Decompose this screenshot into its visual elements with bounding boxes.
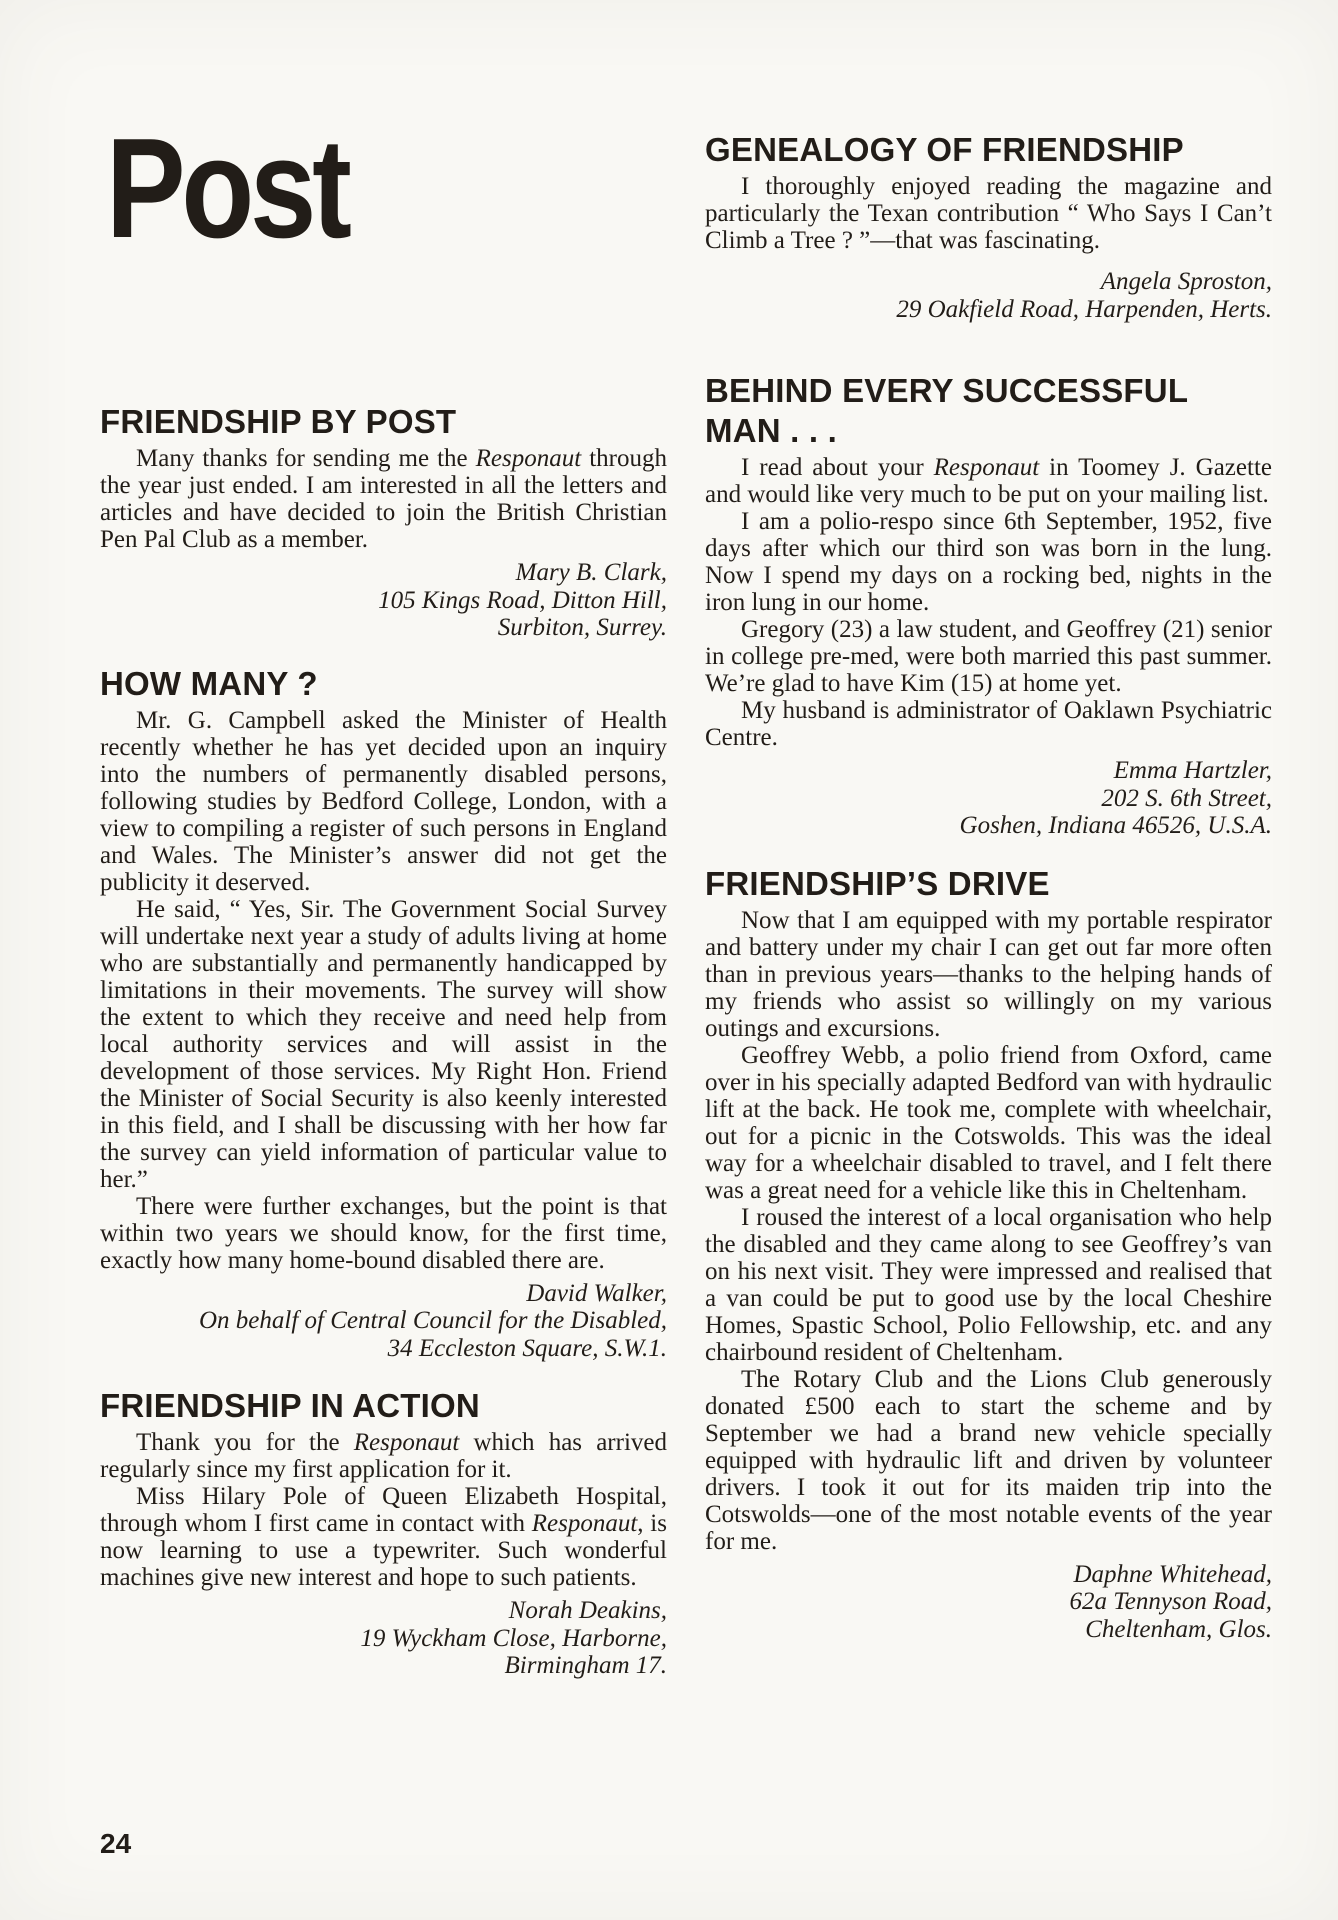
section-heading: FRIENDSHIP BY POST xyxy=(100,403,457,440)
paragraph: Now that I am equipped with my portable respirator and battery under my chair I can get out far more often than in previous years—thanks to the helping hands of my friends who assist so willingly on my various outings and excursions. xyxy=(705,906,1272,1042)
signature-block xyxy=(705,1561,1272,1644)
paragraph: My husband is administrator of Oaklawn Psychiatric Centre. xyxy=(705,697,1272,751)
signature-line: 29 Oakfield Road, Harpenden, Herts. xyxy=(896,295,1272,323)
section-heading: GENEALOGY OF FRIENDSHIP xyxy=(705,131,1184,168)
signature-line: Daphne Whitehead, xyxy=(1073,1560,1272,1588)
paragraph: I read about your Responaut in Toomey J. Gazette and would like very much to be put on your mailing list. xyxy=(705,454,1272,508)
signature-block xyxy=(100,1280,667,1363)
section-heading: FRIENDSHIP’S DRIVE xyxy=(705,864,1050,902)
signature-line: 34 Eccleston Square, S.W.1. xyxy=(387,1334,667,1362)
signature-line: On behalf of Central Council for the Disabled, xyxy=(198,1307,667,1334)
signature-line: 19 Wyckham Close, Harborne, xyxy=(360,1624,667,1652)
signature-line: David Walker, xyxy=(526,1279,667,1307)
signature-line: Emma Hartzler, xyxy=(1113,757,1272,784)
paragraph: Geoffrey Webb, a polio friend from Oxford, came over in his specially adapted Bedford van with hydraulic lift at the back. He took me, complete with wheelchair, out for a picnic in the Cotswolds. This was the ideal way for a wheelchair disabled to travel, and I felt there was a great need for a vehicle like this in Cheltenham. xyxy=(705,1041,1272,1204)
paragraph: I am a polio-respo since 6th September, 1952, five days after which our third son was born in the lung. Now I spend my days on a rocking bed, nights in the iron lung in our home. xyxy=(705,508,1272,616)
signature-block xyxy=(100,1597,667,1680)
right-column xyxy=(705,0,1272,1643)
letter-how-many xyxy=(100,664,667,1363)
signature-line: Mary B. Clark, xyxy=(515,559,667,586)
paragraph: Gregory (23) a law student, and Geoffrey (21) senior in college pre-med, were both married this past summer. We’re glad to have Kim (15) at home yet. xyxy=(705,616,1272,697)
letter-friendships-drive xyxy=(705,864,1272,1644)
paragraph: Mr. G. Campbell asked the Minister of Health recently whether he has yet decided upon an inquiry into the numbers of permanently disabled persons, following studies by Bedford College, London, with a view to compiling a register of such persons in England and Wales. The Minister’s answer did not get the publicity it deserved. xyxy=(100,706,667,896)
signature-line: Birmingham 17. xyxy=(504,1652,667,1679)
paragraph: Thank you for the Responaut which has arrived regularly since my first application for it. xyxy=(100,1429,667,1483)
paragraph: The Rotary Club and the Lions Club generously donated £500 each to start the scheme and by September we had a brand new vehicle specially equipped with hydraulic lift and driven by volunteer drivers. I took it out for its maiden trip into the Cotswolds—one of the most notable events of the year for me. xyxy=(705,1365,1272,1555)
letter-genealogy-of-friendship xyxy=(705,130,1272,323)
signature-line: 105 Kings Road, Ditton Hill, xyxy=(378,586,667,614)
section-heading: BEHIND EVERY SUCCESSFUL MAN . . . xyxy=(705,372,1188,449)
signature-line: Cheltenham, Glos. xyxy=(1085,1615,1272,1643)
signature-block xyxy=(705,268,1272,323)
paragraph: There were further exchanges, but the point is that within two years we should know, for the first time, exactly how many home-bound disabled there are. xyxy=(100,1192,667,1274)
paragraph: He said, “ Yes, Sir. The Government Social Survey will undertake next year a study of adults living at home who are substantially and permanently handicapped by limitations in their movements. The survey will show the extent to which they receive and need help from local authority services and will assist in the development of those services. My Right Hon. Friend the Minister of Social Security is also keenly interested in this field, and I shall be discussing with her how far the survey can yield information of particular value to her.” xyxy=(100,895,667,1193)
section-heading: FRIENDSHIP IN ACTION xyxy=(100,1387,480,1424)
signature-line: Norah Deakins, xyxy=(508,1597,667,1624)
letter-friendship-by-post xyxy=(100,402,667,642)
signature-line: Goshen, Indiana 46526, U.S.A. xyxy=(959,812,1272,839)
masthead-title: Post xyxy=(106,109,348,268)
paragraph: Many thanks for sending me the Responaut through the year just ended. I am interested in all the letters and articles and have decided to join the British Christian Pen Pal Club as a member. xyxy=(100,445,667,553)
signature-line: 202 S. 6th Street, xyxy=(1101,784,1272,812)
letter-behind-every-successful-man xyxy=(705,371,1272,840)
signature-block xyxy=(100,559,667,642)
paragraph: Miss Hilary Pole of Queen Elizabeth Hospital, through whom I first came in contact with Responaut, is now learning to use a typewriter. Such wonderful machines give new interest and hope to such patients. xyxy=(100,1483,667,1591)
signature-line: 62a Tennyson Road, xyxy=(1069,1588,1272,1615)
paragraph: I thoroughly enjoyed reading the magazine and particularly the Texan contribution “ Who Says I Can’t Climb a Tree ? ”—that was fascinating. xyxy=(705,173,1272,254)
section-heading: HOW MANY ? xyxy=(100,664,318,702)
signature-block xyxy=(705,757,1272,840)
left-column xyxy=(100,0,667,1680)
signature-line: Angela Sproston, xyxy=(1100,268,1272,295)
signature-line: Surbiton, Surrey. xyxy=(497,614,667,641)
letter-friendship-in-action xyxy=(100,1386,667,1680)
paragraph: I roused the interest of a local organisation who help the disabled and they came along to see Geoffrey’s van on his next visit. They were impressed and realised that a van could be put to good use by the local Cheshire Homes, Spastic School, Polio Fellowship, etc. and any chairbound resident of Cheltenham. xyxy=(705,1203,1272,1366)
page-number: 24 xyxy=(100,1828,132,1859)
